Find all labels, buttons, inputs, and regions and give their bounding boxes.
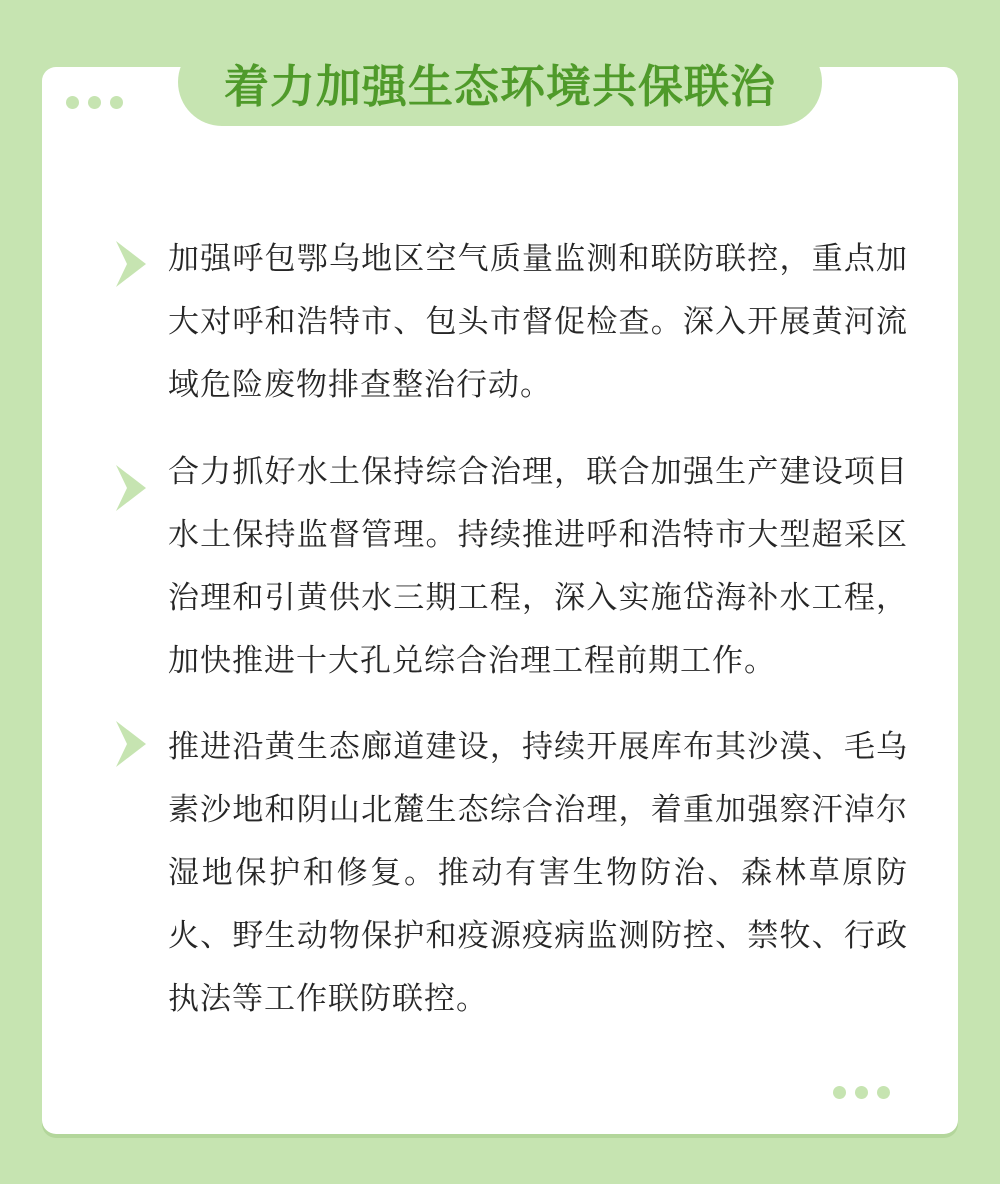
dots-icon xyxy=(66,96,123,109)
list-item: 加强呼包鄂乌地区空气质量监测和联防联控，重点加大对呼和浩特市、包头市督促检查。深入开展黄河流域危险废物排查整治行动。 xyxy=(168,241,908,403)
list-item: 合力抓好水土保持综合治理，联合加强生产建设项目水土保持监督管理。持续推进呼和浩特市大型超采区治理和引黄供水三期工程，深入实施岱海补水工程，加快推进十大孔兑综合治理工程前期工作。 xyxy=(168,454,908,679)
list-item: 推进沿黄生态廊道建设，持续开展库布其沙漠、毛乌素沙地和阴山北麓生态综合治理，着重加强察汗淖尔湿地保护和修复。推动有害生物防治、森林草原防火、野生动物保护和疫源疫病监测防控、禁牧、行政执法等工作联防联控。 xyxy=(168,729,908,1017)
dot xyxy=(110,96,123,109)
dot xyxy=(833,1086,846,1099)
chevron-right-icon xyxy=(116,241,146,287)
dot xyxy=(855,1086,868,1099)
chevron-right-icon xyxy=(116,465,146,511)
dots-icon xyxy=(833,1086,890,1099)
dot xyxy=(877,1086,890,1099)
chevron-right-icon xyxy=(116,721,146,767)
dot xyxy=(88,96,101,109)
title-banner xyxy=(178,38,822,126)
dot xyxy=(66,96,79,109)
page-title: 着力加强生态环境共保联治 xyxy=(223,59,776,113)
